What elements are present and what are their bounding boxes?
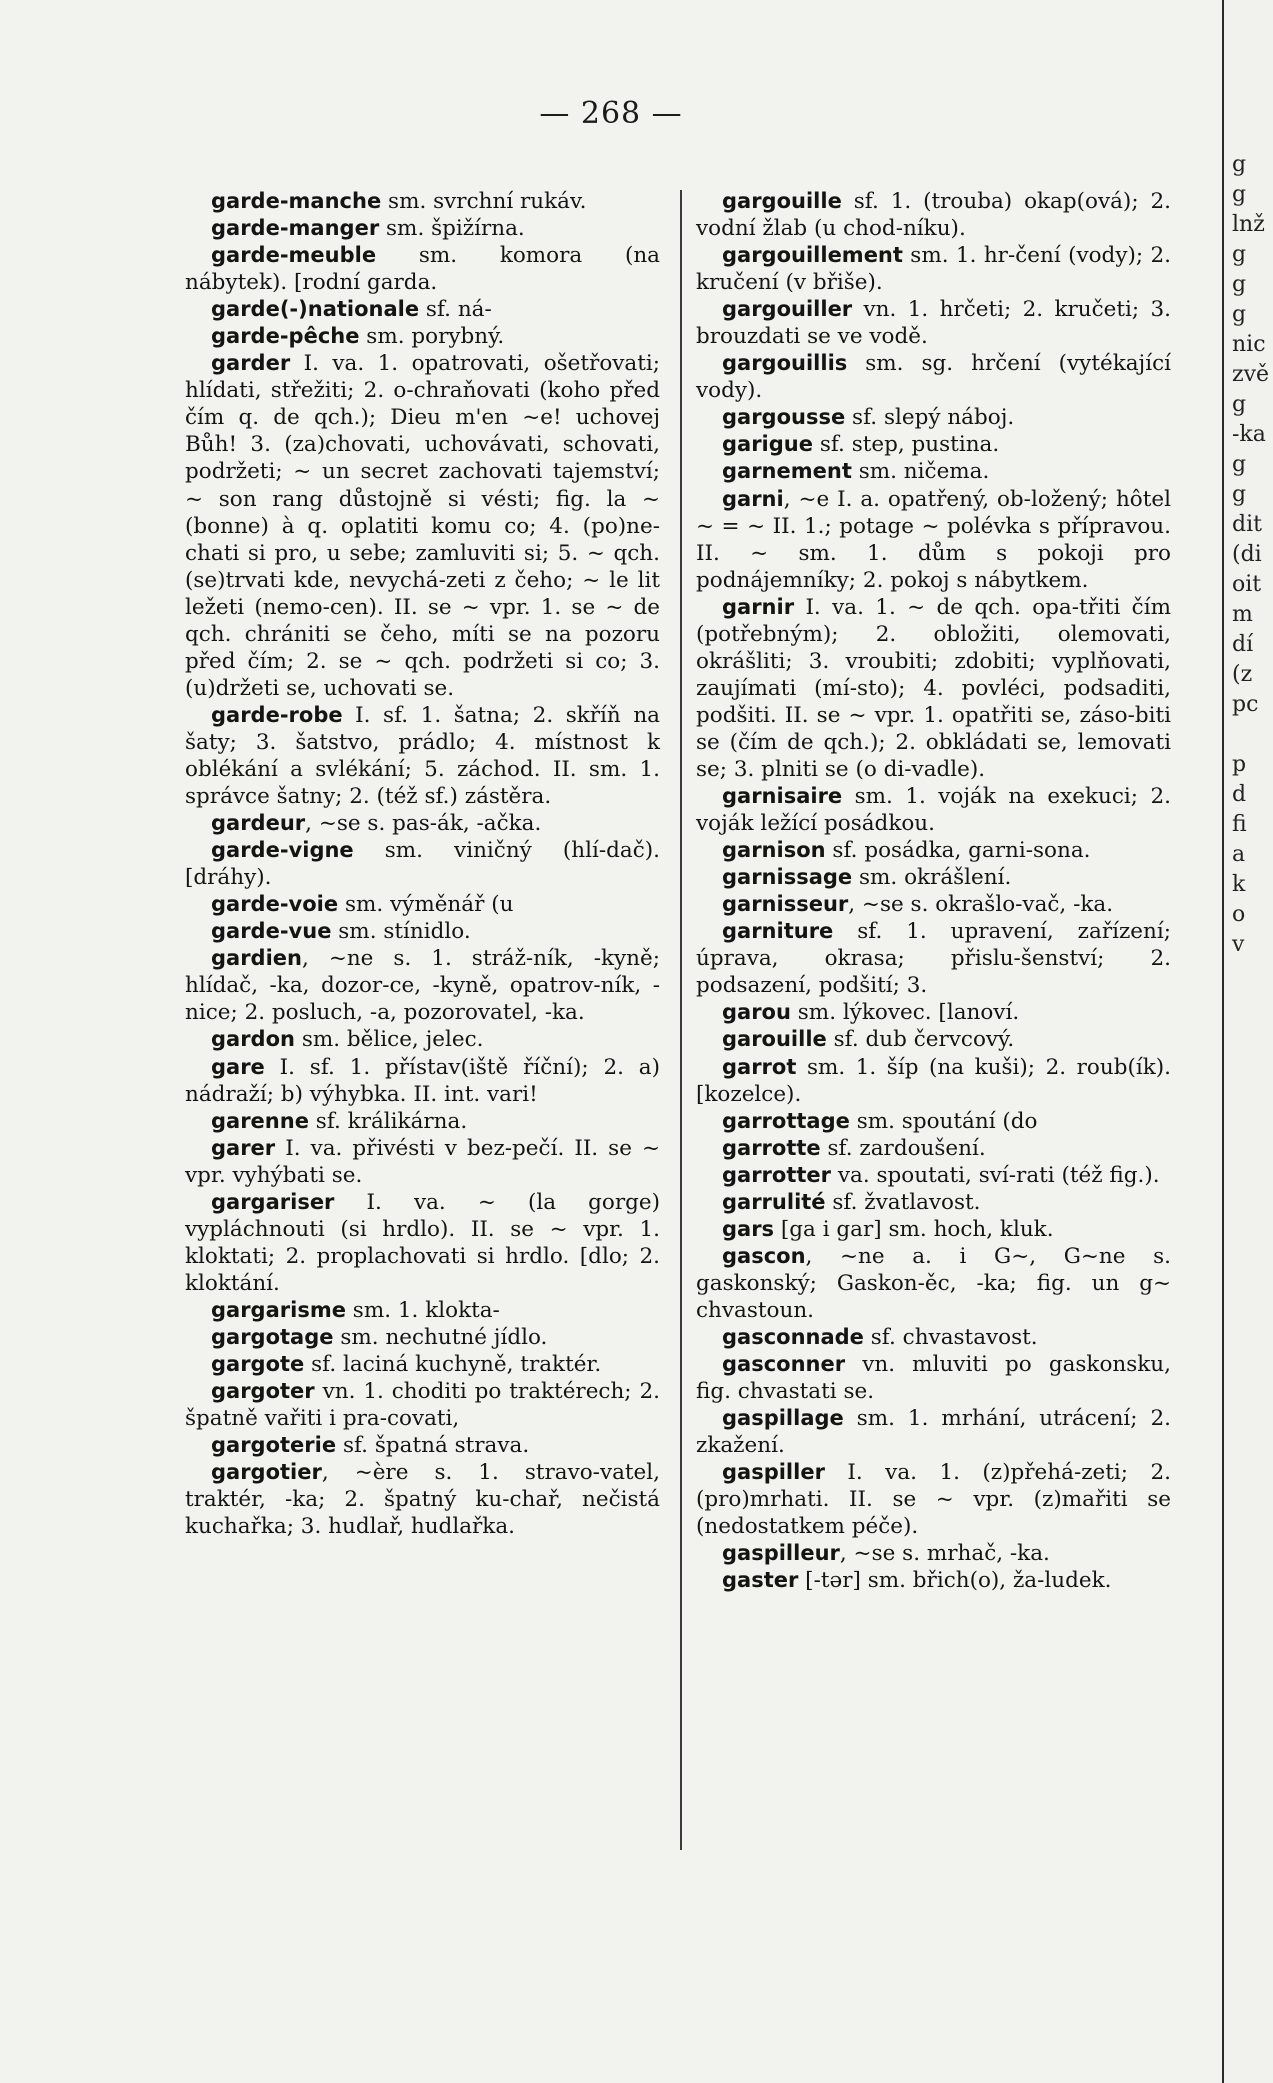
edge-fragment: (z: [1232, 662, 1253, 687]
definition: sf. zardoušení.: [820, 1135, 986, 1161]
headword: garrulité: [722, 1189, 826, 1214]
headword: garder: [211, 351, 291, 376]
dictionary-entry: [696, 1216, 1171, 1243]
headword: gargotage: [211, 1324, 334, 1349]
definition: sm. ničema.: [851, 459, 990, 485]
edge-fragment: g: [1232, 482, 1247, 507]
headword: garnisseur: [722, 892, 849, 917]
dictionary-entry: [696, 404, 1171, 431]
dictionary-entry: [185, 242, 660, 296]
definition: , ~se s. pas-ák, -ačka.: [305, 811, 542, 837]
dictionary-entry: [185, 188, 660, 215]
dictionary-entry: [185, 1054, 660, 1108]
dictionary-entry: [185, 323, 660, 350]
edge-fragment: p: [1232, 752, 1247, 777]
headword: garnissage: [722, 865, 853, 890]
edge-fragment: oit: [1232, 572, 1262, 597]
headword: gargouille: [722, 189, 842, 213]
edge-fragment: zvě: [1232, 362, 1270, 387]
column-divider: [680, 190, 682, 1850]
edge-fragment: lnž: [1232, 212, 1265, 237]
dictionary-entry: [696, 918, 1171, 999]
dictionary-entry: [185, 215, 660, 242]
definition: vn. mluviti po gaskonsku, fig. chvastati se.: [696, 1352, 1171, 1405]
edge-fragment: nic: [1232, 332, 1266, 357]
definition: sm. 1. voják na exekuci; 2. voják ležící posádkou.: [696, 784, 1171, 837]
headword: gardeur: [211, 811, 306, 836]
headword: garnement: [722, 459, 852, 484]
definition: , ~ère s. 1. stravo-vatel, traktér, -ka; 2. špatný ku-chař, nečistá kuchařka; 3. hudlař, hudlařka.: [185, 1460, 660, 1540]
dictionary-entry: [696, 350, 1171, 404]
headword: garrottage: [722, 1108, 850, 1133]
dictionary-entry: [185, 702, 660, 810]
definition: sm. sg. hrčení (vytékající vody).: [696, 351, 1171, 404]
dictionary-entry: [185, 1432, 660, 1459]
dictionary-entry: [185, 1351, 660, 1378]
edge-fragment: g: [1232, 272, 1247, 297]
definition: sm. lýkovec. [lanoví.: [790, 1000, 1020, 1026]
headword: garnisaire: [722, 784, 843, 809]
dictionary-entry: [185, 837, 660, 891]
dictionary-entry: [696, 891, 1171, 918]
definition: sf. posádka, garni-sona.: [825, 838, 1091, 864]
definition: vn. 1. hrčeti; 2. kručeti; 3. brouzdati se ve vodě.: [696, 297, 1171, 350]
headword: garde-vigne: [211, 838, 354, 863]
dictionary-entry: [696, 999, 1171, 1026]
headword: gare: [211, 1054, 265, 1079]
dictionary-entry: [696, 783, 1171, 837]
headword: gaspillage: [722, 1406, 844, 1431]
edge-fragment: (di: [1232, 542, 1262, 567]
headword: garrot: [722, 1054, 797, 1079]
definition: [-tər] sm. břich(o), ža-ludek.: [798, 1568, 1112, 1594]
definition: , ~se s. mrhač, -ka.: [839, 1541, 1050, 1567]
edge-fragment: g: [1232, 152, 1247, 177]
dictionary-entry: [185, 1026, 660, 1053]
dictionary-entry: [696, 1135, 1171, 1162]
definition: I. va. 1. opatrovati, ošetřovati; hlídati, střežiti; 2. o-chraňovati (koho před čím q. de qch.); Dieu m'en ~e! uchovej Bůh! 3. (za)chovati, uchovávati, schovati, podržeti; ~ un secret zachovati tajemství; ~ son rang důstojně si vésti; fig. la ~ (bonne) à q. oplatiti komu co; 4. (po)ne-chati si pro, u sebe; zamluviti si; 5. ~ qch. (se)trvati kde, nevychá-zeti z čeho; ~ le lit ležeti (nemo-cen). II. se ~ vpr. 1. se ~ de qch. chrániti se čeho, míti se na pozoru před čím; 2. se ~ qch. podržeti si co; 3. (u)držeti se, uchovati se.: [185, 351, 660, 701]
dictionary-entry: [696, 188, 1171, 242]
definition: sm. viničný (hlí-dač). [dráhy).: [185, 838, 660, 891]
headword: garnison: [722, 838, 826, 863]
dictionary-entry: [185, 1459, 660, 1540]
edge-fragment: a: [1232, 842, 1246, 867]
edge-fragment: fi: [1232, 812, 1247, 837]
definition: [ga i gar] sm. hoch, kluk.: [774, 1216, 1054, 1242]
definition: sf. slepý náboj.: [845, 405, 1015, 431]
headword: garer: [211, 1135, 276, 1160]
headword: garrotte: [722, 1135, 821, 1160]
headword: gargarisme: [211, 1297, 346, 1322]
definition: I. sf. 1. přístav(iště říční); 2. a) nádraží; b) výhybka. II. int. vari!: [185, 1054, 660, 1107]
headword: garouille: [722, 1027, 827, 1052]
headword: garde-vue: [211, 919, 332, 944]
edge-fragment: pc: [1232, 692, 1259, 717]
definition: sm. výměnář (u: [338, 892, 514, 918]
definition: sm. stínidlo.: [331, 919, 471, 945]
headword: garde-pêche: [211, 324, 360, 349]
headword: gargote: [211, 1352, 305, 1377]
definition: I. va. 1. ~ de qch. opa-třiti čím (potřebným); 2. obložiti, olemovati, okrášliti; 3. vroubiti; zdobiti; vyplňovati, zaujímati (mí-sto); 4. povléci, podsaditi, podšiti. II. se ~ vpr. 1. opatřiti se, záso-biti se (čím de qch.); 2. obkládati se, lemovati se; 3. plniti se (o di-vadle).: [696, 594, 1171, 782]
dictionary-entry: [696, 1189, 1171, 1216]
definition: sm. 1. šíp (na kuši); 2. roub(ík). [kozelce).: [696, 1054, 1171, 1107]
definition: sf. dub červcový.: [826, 1027, 1015, 1053]
dictionary-entry: [696, 1054, 1171, 1108]
definition: sm. komora (na nábytek). [rodní garda.: [185, 243, 660, 296]
definition: sf. 1. upravení, zařízení; úprava, okrasa; přislu-šenství; 2. podsazení, podšití; 3.: [696, 919, 1171, 999]
definition: sm. porybný.: [359, 324, 505, 350]
definition: sm. nechutné jídlo.: [333, 1324, 548, 1350]
edge-fragment: [1224, 720, 1273, 750]
definition: sm. svrchní rukáv.: [381, 189, 587, 214]
headword: gardon: [211, 1027, 295, 1052]
dictionary-entry: [696, 1162, 1171, 1189]
dictionary-entry: [185, 1135, 660, 1189]
headword: gasconner: [722, 1352, 846, 1377]
edge-fragment: k: [1232, 872, 1246, 897]
headword: gaspilleur: [722, 1541, 840, 1566]
headword: gaspiller: [722, 1460, 825, 1485]
dictionary-entry: [696, 1243, 1171, 1324]
dictionary-entry: [185, 1324, 660, 1351]
headword: gargouiller: [722, 297, 853, 322]
headword: garde-robe: [211, 702, 343, 727]
edge-fragment: g: [1232, 302, 1247, 327]
edge-fragment: -ka: [1232, 422, 1266, 447]
dictionary-entry: [696, 594, 1171, 783]
dictionary-entry: [696, 1351, 1171, 1405]
definition: , ~e I. a. opatřený, ob-ložený; hôtel ~ = ~ II. 1.; potage ~ polévka s přípravou. II. ~ sm. 1. dům s pokoji pro podnájemníky; 2. pokoj s nábytkem.: [696, 486, 1171, 593]
edge-fragment: g: [1232, 242, 1247, 267]
headword: garrotter: [722, 1162, 832, 1187]
dictionary-entry: [185, 296, 660, 323]
headword: garniture: [722, 919, 834, 944]
definition: sf. 1. (trouba) okap(ová); 2. vodní žlab (u chod-níku).: [696, 189, 1171, 242]
headword: gars: [722, 1216, 775, 1241]
definition: sm. špižírna.: [379, 216, 525, 242]
headword: gargotier: [211, 1460, 322, 1485]
next-page-edge: [1222, 0, 1273, 2083]
dictionary-entry: [185, 350, 660, 702]
headword: garni: [722, 486, 784, 511]
definition: va. spoutati, sví-rati (též fig.).: [831, 1162, 1160, 1188]
definition: I. va. 1. (z)přehá-zeti; 2. (pro)mrhati. II. se ~ vpr. (z)mařiti se (nedostatkem péče).: [696, 1460, 1171, 1540]
page-number: — 268 —: [539, 96, 683, 131]
headword: garde-manche: [211, 189, 382, 213]
definition: sm. spoutání (do: [849, 1108, 1038, 1134]
headword: garenne: [211, 1108, 309, 1133]
headword: gasconnade: [722, 1324, 864, 1349]
headword: gardien: [211, 946, 302, 971]
definition: , ~ne s. 1. stráž-ník, -kyně; hlídač, -ka, dozor-ce, -kyně, opatrov-ník, -nice; 2. posluch, -a, pozorovatel, -ka.: [185, 946, 660, 1026]
dictionary-entry: [185, 1378, 660, 1432]
headword: garde-voie: [211, 892, 339, 917]
edge-fragment: dit: [1232, 512, 1262, 537]
headword: gargouillis: [722, 351, 848, 376]
definition: sf. žvatlavost.: [825, 1189, 981, 1215]
definition: sf. chvastavost.: [863, 1324, 1038, 1350]
dictionary-entry: [696, 1540, 1171, 1567]
headword: garnir: [722, 594, 795, 619]
dictionary-entry: [185, 918, 660, 945]
dictionary-entry: [185, 810, 660, 837]
headword: gargoter: [211, 1379, 315, 1404]
dictionary-entry: [696, 1108, 1171, 1135]
dictionary-entry: [696, 1567, 1171, 1594]
dictionary-entry: [696, 1026, 1171, 1053]
headword: garou: [722, 1000, 791, 1025]
definition: sf. špatná strava.: [336, 1433, 530, 1459]
dictionary-entry: [185, 945, 660, 1026]
definition: sf. ná-: [419, 297, 492, 323]
definition: , ~se s. okrašlo-vač, -ka.: [848, 892, 1114, 918]
dictionary-entry: [696, 864, 1171, 891]
dictionary-entry: [696, 486, 1171, 594]
edge-fragment: v: [1232, 932, 1245, 957]
dictionary-entry: [696, 837, 1171, 864]
headword: gargoterie: [211, 1433, 337, 1458]
headword: garde(-)nationale: [211, 297, 420, 322]
headword: gaster: [722, 1568, 799, 1593]
dictionary-entry: [696, 431, 1171, 458]
definition: I. va. přivésti v bez-pečí. II. se ~ vpr. vyhýbati se.: [185, 1135, 660, 1188]
definition: I. sf. 1. šatna; 2. skříň na šaty; 3. šatstvo, prádlo; 4. místnost k oblékání a svlékání; 5. záchod. II. sm. 1. správce šatny; 2. (též sf.) zástěra.: [185, 702, 660, 810]
dictionary-entry: [696, 1405, 1171, 1459]
dictionary-entry: [696, 242, 1171, 296]
dictionary-entry: [185, 891, 660, 918]
edge-fragment: g: [1232, 452, 1247, 477]
edge-fragment: d: [1232, 782, 1247, 807]
definition: sf. step, pustina.: [812, 432, 1000, 458]
dictionary-entry: [185, 1189, 660, 1297]
definition: sm. 1. mrhání, utrácení; 2. zkažení.: [696, 1406, 1171, 1459]
dictionary-entry: [696, 1324, 1171, 1351]
definition: sm. okrášlení.: [852, 865, 1012, 891]
edge-fragment: g: [1232, 182, 1247, 207]
right-column: [696, 188, 1171, 1594]
left-column: [185, 188, 660, 1540]
headword: gargariser: [211, 1189, 335, 1214]
headword: gascon: [722, 1243, 806, 1268]
dictionary-entry: [185, 1297, 660, 1324]
headword: gargousse: [722, 405, 846, 430]
dictionary-entry: [696, 458, 1171, 485]
definition: , ~ne a. i G~, G~ne s. gaskonský; Gaskon-ěc, -ka; fig. un g~ chvastoun.: [696, 1243, 1171, 1323]
definition: sf. králikárna.: [308, 1108, 468, 1134]
definition: sf. laciná kuchyně, traktér.: [304, 1352, 602, 1378]
edge-fragment: dí: [1232, 632, 1254, 657]
edge-fragment: g: [1232, 392, 1247, 417]
definition: sm. 1. klokta-: [345, 1297, 500, 1323]
edge-fragment: m: [1232, 602, 1253, 627]
dictionary-entry: [696, 296, 1171, 350]
definition: I. va. ~ (la gorge) vypláchnouti (si hrdlo). II. se ~ vpr. 1. kloktati; 2. proplachovati si hrdlo. [dlo; 2. kloktání.: [185, 1189, 660, 1296]
dictionary-entry: [185, 1108, 660, 1135]
edge-fragment: o: [1232, 902, 1246, 927]
definition: sm. 1. hr-čení (vody); 2. kručení (v břiše).: [696, 243, 1171, 296]
definition: sm. bělice, jelec.: [294, 1027, 484, 1053]
definition: vn. 1. choditi po traktérech; 2. špatně vařiti i pra-covati,: [185, 1379, 660, 1432]
headword: garde-meuble: [211, 243, 377, 268]
headword: gargouillement: [722, 243, 903, 268]
headword: garde-manger: [211, 216, 380, 241]
headword: garigue: [722, 432, 813, 457]
dictionary-entry: [696, 1459, 1171, 1540]
